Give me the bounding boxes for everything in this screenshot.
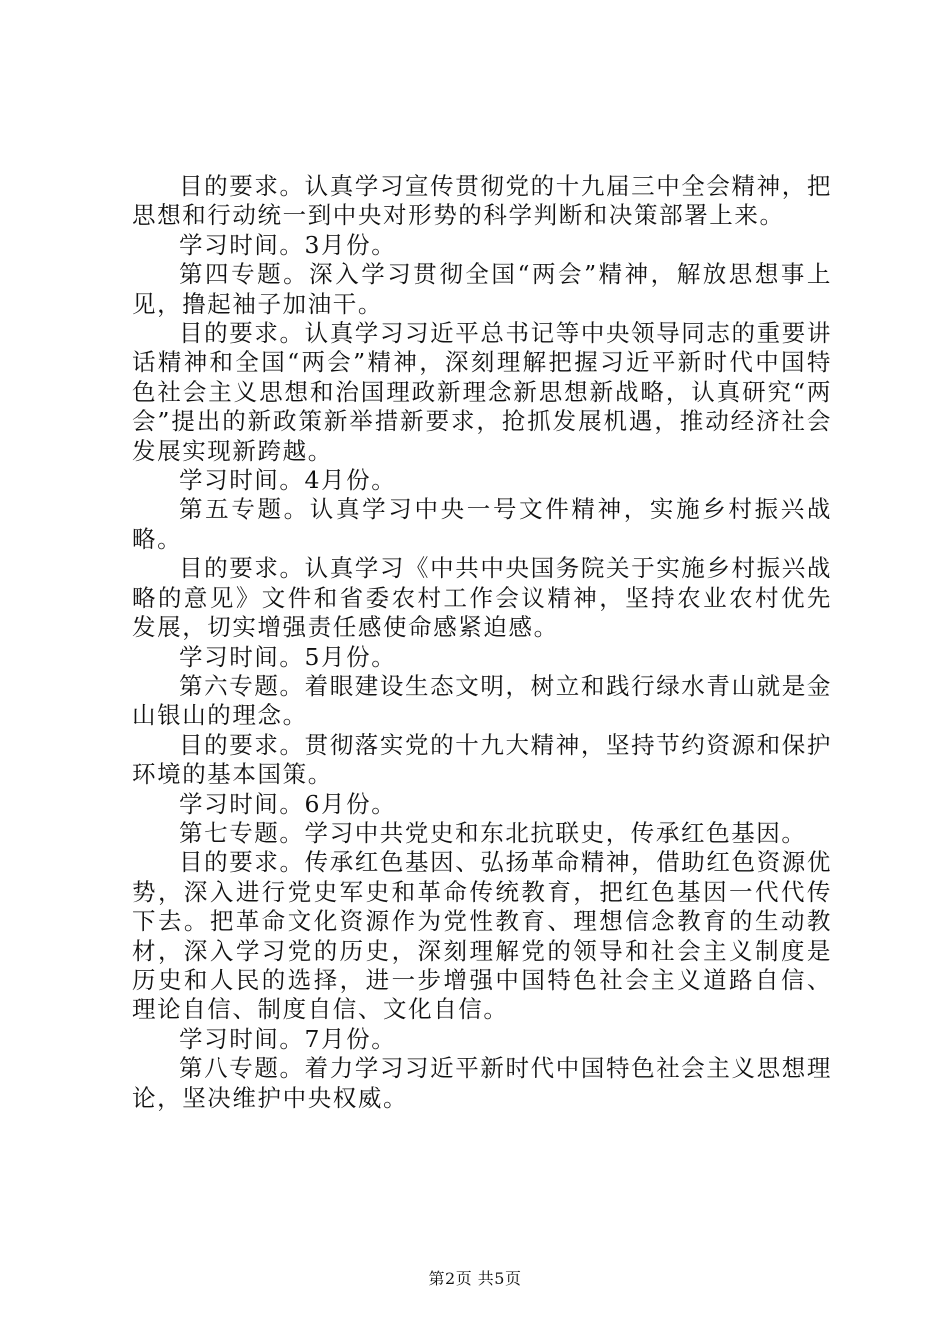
paragraph-3: 第四专题。深入学习贯彻全国“两会”精神，解放思想事上见，撸起袖子加油干。 [132,260,832,318]
paragraph-1: 目的要求。认真学习宣传贯彻党的十九届三中全会精神，把思想和行动统一到中央对形势的科学判断和决策部署上来。 [132,172,832,230]
paragraph-11: 学习时间。6月份。 [179,789,397,818]
paragraph-7: 目的要求。认真学习《中共中央国务院关于实施乡村振兴战略的意见》文件和省委农村工作会议精神，坚持农业农村优先发展，切实增强责任感使命感紧迫感。 [132,554,832,642]
paragraph-6: 第五专题。认真学习中央一号文件精神，实施乡村振兴战略。 [132,495,832,553]
paragraph-12: 第七专题。学习中共党史和东北抗联史，传承红色基因。 [179,818,807,847]
paragraph-14: 学习时间。7月份。 [179,1024,397,1053]
paragraph-4: 目的要求。认真学习习近平总书记等中央领导同志的重要讲话精神和全国“两会”精神，深刻理解把握习近平新时代中国特色社会主义思想和治国理政新理念新思想新战略，认真研究“两会”提出的新政策新举措新要求，抢抓发展机遇，推动经济社会发展实现新跨越。 [132,319,832,465]
paragraph-2: 学习时间。3月份。 [179,230,397,259]
paragraph-5: 学习时间。4月份。 [179,466,397,495]
paragraph-13: 目的要求。传承红色基因、弘扬革命精神，借助红色资源优势，深入进行党史军史和革命传统教育，把红色基因一代代传下去。把革命文化资源作为党性教育、理想信念教育的生动教材，深入学习党的历史，深刻理解党的领导和社会主义制度是历史和人民的选择，进一步增强中国特色社会主义道路自信、理论自信、制度自信、文化自信。 [132,848,832,1024]
page-number-label: 第2页 共5页 [428,1269,522,1288]
page-footer [0,1266,950,1289]
paragraph-9: 第六专题。着眼建设生态文明，树立和践行绿水青山就是金山银山的理念。 [132,671,832,730]
document-body [132,172,832,1113]
paragraph-10: 目的要求。贯彻落实党的十九大精神，坚持节约资源和保护环境的基本国策。 [132,730,832,789]
paragraph-15: 第八专题。着力学习习近平新时代中国特色社会主义思想理论，坚决维护中央权威。 [132,1054,832,1112]
paragraph-8: 学习时间。5月份。 [179,642,397,671]
